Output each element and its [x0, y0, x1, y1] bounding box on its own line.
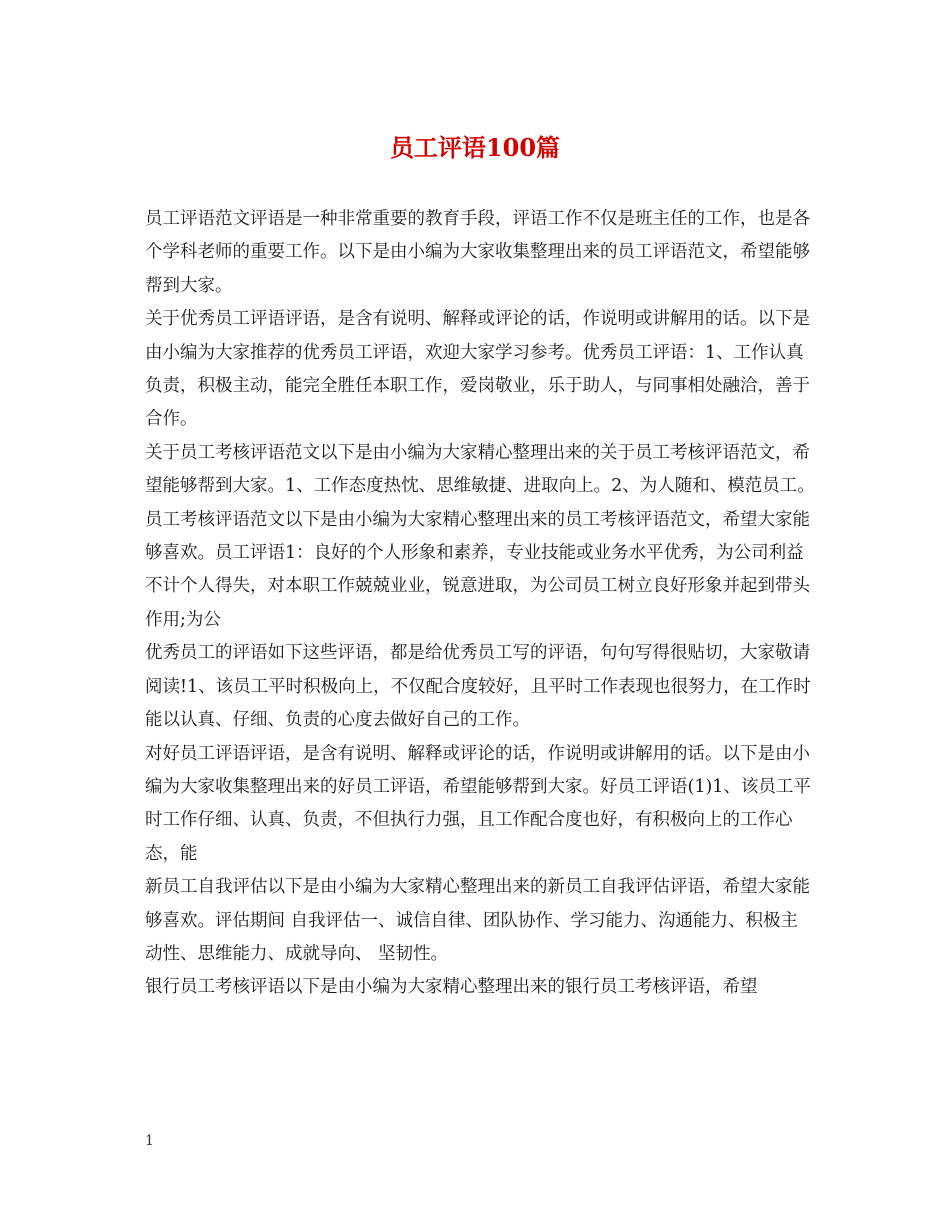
paragraph: 新员工自我评估以下是由小编为大家精心整理出来的新员工自我评估评语，希望大家能够喜欢。评估期间 自我评估一、诚信自律、团队协作、学习能力、沟通能力、积极主动性、思维能力、成就导向、 坚韧性。: [145, 877, 810, 964]
document-body: [145, 203, 815, 1005]
paragraph: 优秀员工的评语如下这些评语，都是给优秀员工写的评语，句句写得很贴切，大家敬请阅读!1、该员工平时积极向上，不仅配合度较好，且平时工作表现也很努力，在工作时能以认真、仔细、负责的心度去做好自己的工作。: [145, 643, 811, 731]
paragraph: 银行员工考核评语以下是由小编为大家精心整理出来的银行员工考核评语，希望: [145, 977, 758, 998]
document-title: 员工评语100篇: [389, 133, 561, 162]
paragraph: 员工评语范文评语是一种非常重要的教育手段，评语工作不仅是班主任的工作，也是各个学科老师的重要工作。以下是由小编为大家收集整理出来的员工评语范文，希望能够帮到大家。: [145, 209, 810, 296]
paragraph: 关于员工考核评语范文以下是由小编为大家精心整理出来的关于员工考核评语范文，希望能够帮到大家。1、工作态度热忱、思维敏捷、进取向上。2、为人随和、模范员工。: [145, 442, 815, 497]
paragraph: 关于优秀员工评语评语，是含有说明、解释或评论的话，作说明或讲解用的话。以下是由小编为大家推荐的优秀员工评语，欢迎大家学习参考。优秀员工评语：1、工作认真负责，积极主动，能完全胜任本职工作，爱岗敬业，乐于助人，与同事相处融洽，善于合作。: [145, 309, 810, 430]
page-number: 1: [145, 1133, 154, 1149]
paragraph: 员工考核评语范文以下是由小编为大家精心整理出来的员工考核评语范文，希望大家能够喜欢。员工评语1：良好的个人形象和素养，专业技能或业务水平优秀，为公司利益不计个人得失，对本职工作兢兢业业，锐意进取，为公司员工树立良好形象并起到带头作用;为公: [145, 509, 810, 630]
paragraph: 对好员工评语评语，是含有说明、解释或评论的话，作说明或讲解用的话。以下是由小编为大家收集整理出来的好员工评语，希望能够帮到大家。好员工评语(1)1、该员工平时工作仔细、认真、负责，不但执行力强，且工作配合度也好，有积极向上的工作心态，能: [145, 743, 811, 864]
